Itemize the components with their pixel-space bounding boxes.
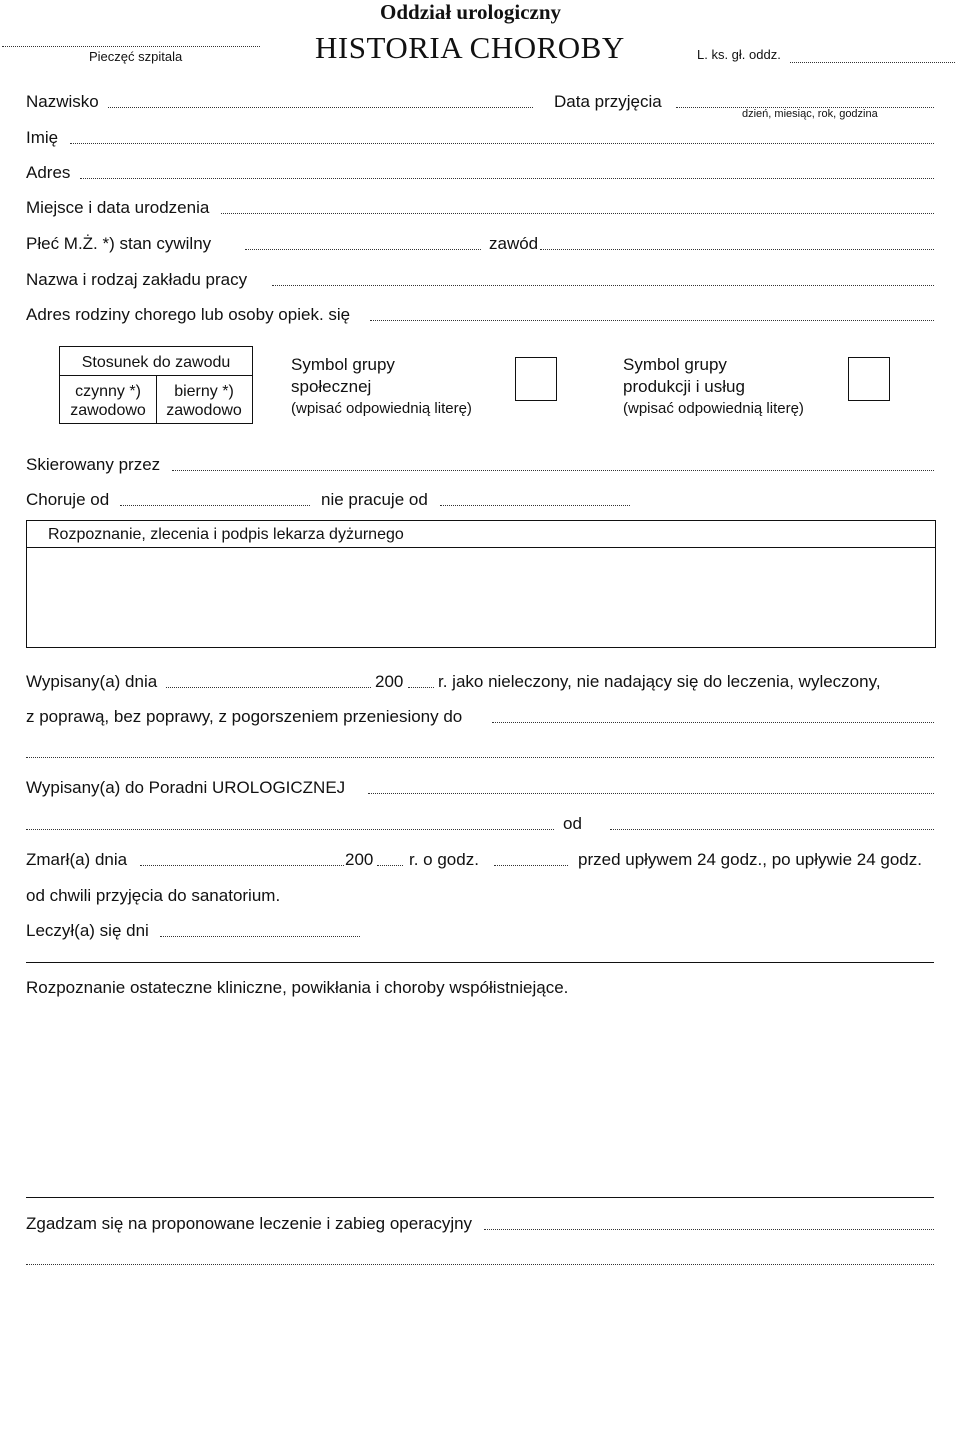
address-field[interactable] xyxy=(80,178,934,179)
birth-field[interactable] xyxy=(221,213,934,214)
passive-line1[interactable]: bierny *) xyxy=(174,383,234,400)
treatment-days-label: Leczył(a) się dni xyxy=(26,921,149,940)
marital-status-field[interactable] xyxy=(245,249,481,250)
death-year-prefix: 200 xyxy=(345,850,374,869)
sick-since-label: Choruje od xyxy=(26,490,110,509)
surname-label: Nazwisko xyxy=(26,92,99,111)
production-group-line3: (wpisać odpowiednią literę) xyxy=(623,400,804,417)
discharge-date-field[interactable] xyxy=(166,687,371,688)
discharge-date-label: Wypisany(a) dnia xyxy=(26,672,158,691)
not-working-field[interactable] xyxy=(440,505,630,506)
document-title: HISTORIA CHOROBY xyxy=(315,30,625,65)
social-group-line1: Symbol grupy xyxy=(291,355,395,374)
final-diagnosis-label: Rozpoznanie ostateczne kliniczne, powikłania i choroby współistniejące. xyxy=(26,978,569,997)
section-divider-1 xyxy=(26,962,934,963)
death-hour-label: r. o godz. xyxy=(409,850,479,869)
death-date-field[interactable] xyxy=(140,865,344,866)
admission-date-hint: dzień, miesiąc, rok, godzina xyxy=(742,108,878,120)
social-group-line3: (wpisać odpowiednią literę) xyxy=(291,400,472,417)
referred-by-field[interactable] xyxy=(172,470,934,471)
stamp-label: Pieczęć szpitala xyxy=(89,49,183,64)
production-group-checkbox[interactable] xyxy=(848,357,890,401)
not-working-label: nie pracuje od xyxy=(321,490,428,509)
social-group-line2: społecznej xyxy=(291,377,372,396)
clinic-field[interactable] xyxy=(368,793,934,794)
diagnosis-label: Rozpoznanie, zlecenia i podpis lekarza dyżurnego xyxy=(48,526,404,543)
discharge-outcome-line2: z poprawą, bez poprawy, z pogorszeniem przeniesiony do xyxy=(26,707,463,726)
profession-field[interactable] xyxy=(540,249,934,250)
transfer-field[interactable] xyxy=(492,722,934,723)
sick-since-field[interactable] xyxy=(120,505,310,506)
clinic-field-continued[interactable] xyxy=(26,829,554,830)
first-name-field[interactable] xyxy=(70,143,934,144)
death-year-field[interactable] xyxy=(377,865,403,866)
surname-field[interactable] xyxy=(108,107,533,108)
profession-label: zawód xyxy=(489,234,539,253)
clinic-from-field[interactable] xyxy=(610,829,934,830)
sex-status-label: Płeć M.Ż. *) stan cywilny xyxy=(26,234,212,253)
passive-line2: zawodowo xyxy=(166,402,242,419)
employment-heading: Stosunek do zawodu xyxy=(81,354,231,371)
production-group-line2: produkcji i usług xyxy=(623,377,745,396)
diagnosis-box[interactable] xyxy=(26,520,936,648)
workplace-field[interactable] xyxy=(272,285,934,286)
admission-date-label: Data przyjęcia xyxy=(554,92,662,111)
transfer-field-continued[interactable] xyxy=(26,757,934,758)
address-label: Adres xyxy=(26,163,71,182)
consent-field-continued[interactable] xyxy=(26,1264,934,1265)
death-since-admission: od chwili przyjęcia do sanatorium. xyxy=(26,886,281,905)
section-divider-2 xyxy=(26,1197,934,1198)
discharge-outcome-line1: r. jako nieleczony, nie nadający się do leczenia, wyleczony, xyxy=(438,672,881,691)
register-label: L. ks. gł. oddz. xyxy=(697,47,781,62)
first-name-label: Imię xyxy=(26,128,59,147)
discharge-year-prefix: 200 xyxy=(375,672,404,691)
consent-field[interactable] xyxy=(484,1229,934,1230)
active-line1[interactable]: czynny *) xyxy=(75,383,141,400)
final-diagnosis-area[interactable] xyxy=(26,1004,934,1194)
family-address-label: Adres rodziny chorego lub osoby opiek. się xyxy=(26,305,351,324)
family-address-field[interactable] xyxy=(370,320,934,321)
register-field[interactable] xyxy=(790,62,955,63)
active-line2: zawodowo xyxy=(70,402,146,419)
death-timing-label: przed upływem 24 godz., po upływie 24 godz. xyxy=(578,850,922,869)
department-name: Oddział urologiczny xyxy=(380,0,562,24)
clinic-from-label: od xyxy=(563,814,582,833)
diagnosis-header-line xyxy=(27,547,935,548)
stamp-dotted-line xyxy=(2,46,260,47)
referred-by-label: Skierowany przez xyxy=(26,455,161,474)
death-date-label: Zmarł(a) dnia xyxy=(26,850,128,869)
social-group-checkbox[interactable] xyxy=(515,357,557,401)
consent-label: Zgadzam się na proponowane leczenie i zabieg operacyjny xyxy=(26,1214,473,1233)
discharge-year-field[interactable] xyxy=(408,687,434,688)
production-group-line1: Symbol grupy xyxy=(623,355,727,374)
treatment-days-field[interactable] xyxy=(160,936,360,937)
death-hour-field[interactable] xyxy=(494,865,568,866)
clinic-label: Wypisany(a) do Poradni UROLOGICZNEJ xyxy=(26,778,346,797)
workplace-label: Nazwa i rodzaj zakładu pracy xyxy=(26,270,248,289)
birth-label: Miejsce i data urodzenia xyxy=(26,198,210,217)
employment-relation-box xyxy=(59,346,253,424)
